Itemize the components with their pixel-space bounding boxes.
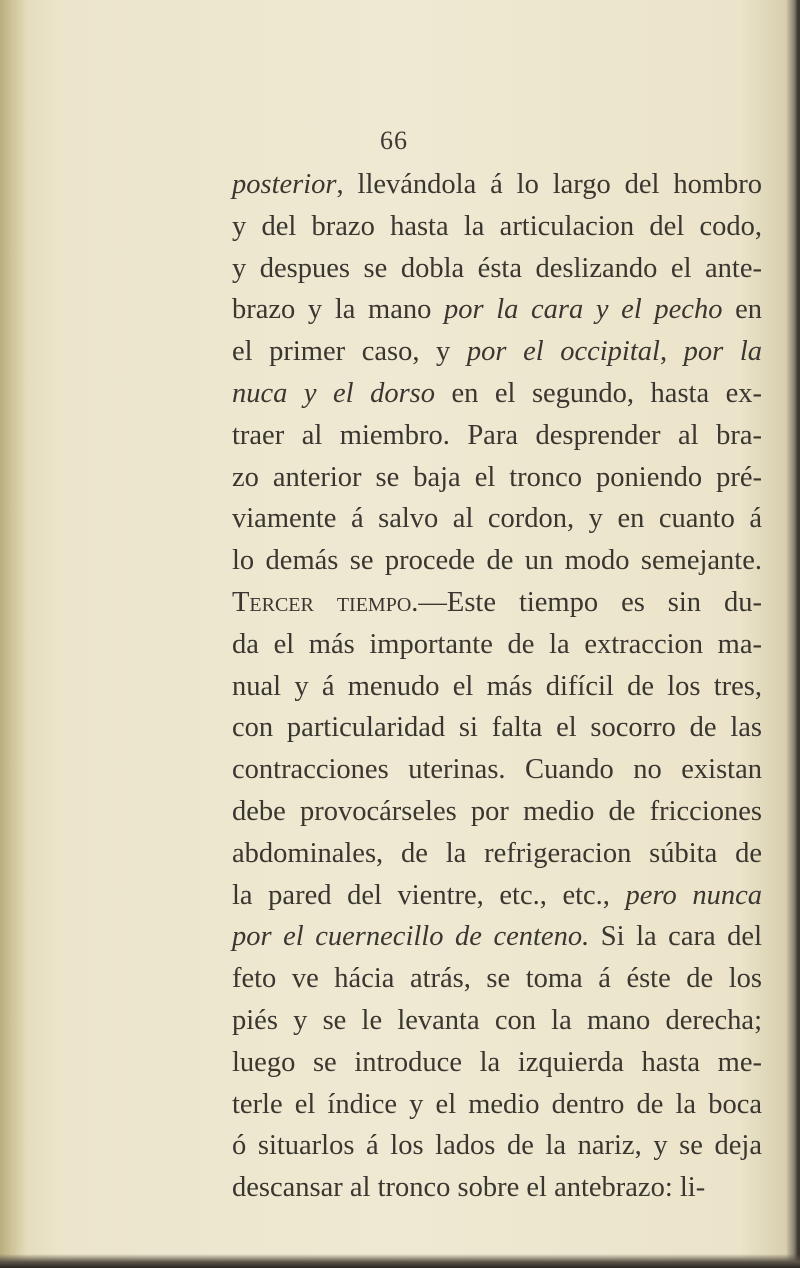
text-segment: piés y se le levanta con la mano derecha; (232, 1004, 762, 1036)
italic-text: por el cuernecillo de centeno. (232, 921, 590, 953)
text-line (232, 666, 762, 708)
text-segment: abdominales, de la refrigeracion súbita de (232, 837, 762, 869)
body-text (232, 164, 762, 1209)
text-line (232, 1000, 762, 1042)
text-line (232, 1042, 762, 1084)
page-binding-shadow (0, 0, 26, 1268)
text-segment: debe provocárseles por medio de fricciones (232, 795, 762, 827)
text-segment: la pared del vientre, etc., etc., (232, 879, 626, 911)
text-segment: ó situarlos á los lados de la nariz, y se deja (232, 1130, 762, 1162)
text-segment: —Este tiempo es sin du- (418, 586, 762, 618)
text-line (232, 540, 762, 582)
text-segment: brazo y la mano (232, 294, 444, 326)
italic-text: pero nunca (625, 879, 762, 911)
italic-text: posterior (232, 169, 337, 200)
italic-text: nuca y el dorso (232, 377, 436, 409)
text-line (232, 791, 762, 833)
page-number: 66 (380, 126, 408, 155)
page-right-edge (786, 0, 800, 1268)
text-segment: descansar al tronco sobre el antebrazo: li- (232, 1172, 706, 1204)
text-line (232, 1125, 762, 1167)
text-segment: , llevándola á lo largo del hombro (336, 169, 762, 200)
text-segment: en (722, 294, 762, 326)
text-segment: nual y á menudo el más difícil de los tres, (232, 670, 762, 702)
text-line (232, 415, 762, 457)
italic-text: por la cara y el pecho (443, 294, 723, 326)
text-line (232, 331, 762, 373)
text-segment: zo anterior se baja el tronco poniendo pré- (232, 461, 762, 493)
text-segment: feto ve hácia atrás, se toma á éste de los (232, 963, 762, 995)
text-line (232, 248, 762, 290)
text-segment: luego se introduce la izquierda hasta me- (232, 1046, 762, 1078)
text-line (232, 958, 762, 1000)
text-line (232, 457, 762, 499)
text-line (232, 582, 762, 624)
text-line (232, 373, 762, 415)
text-line (232, 707, 762, 749)
text-segment: viamente á salvo al cordon, y en cuanto á (232, 503, 762, 535)
text-line (232, 206, 762, 248)
text-segment: traer al miembro. Para desprender al bra- (232, 419, 762, 451)
text-line (232, 749, 762, 791)
text-line (232, 875, 762, 917)
text-segment: da el más importante de la extraccion ma- (232, 628, 762, 660)
italic-text: por el occipital (466, 336, 660, 368)
text-segment: y despues se dobla ésta deslizando el ante- (232, 252, 762, 284)
text-line (232, 624, 762, 666)
text-segment: lo demás se procede de un modo semejante. (232, 545, 762, 577)
italic-text: por la (683, 336, 762, 368)
text-line (232, 1084, 762, 1126)
page-bottom-edge (0, 1254, 800, 1268)
text-line (232, 1167, 762, 1209)
text-line (232, 498, 762, 540)
text-line (232, 833, 762, 875)
text-segment: y del brazo hasta la articulacion del codo, (232, 210, 762, 242)
text-line (232, 916, 762, 958)
text-segment: con particularidad si falta el socorro de las (232, 712, 762, 744)
text-segment: en el segundo, hasta ex- (435, 377, 762, 409)
text-segment: Si la cara del (589, 921, 762, 953)
text-segment: terle el índice y el medio dentro de la boca (232, 1088, 762, 1120)
text-segment: contracciones uterinas. Cuando no existan (232, 754, 762, 786)
small-caps-heading: Tercer tiempo. (232, 586, 419, 618)
text-segment: , (659, 336, 684, 368)
text-line (232, 164, 762, 206)
text-line (232, 289, 762, 331)
text-segment: el primer caso, y (232, 336, 467, 368)
